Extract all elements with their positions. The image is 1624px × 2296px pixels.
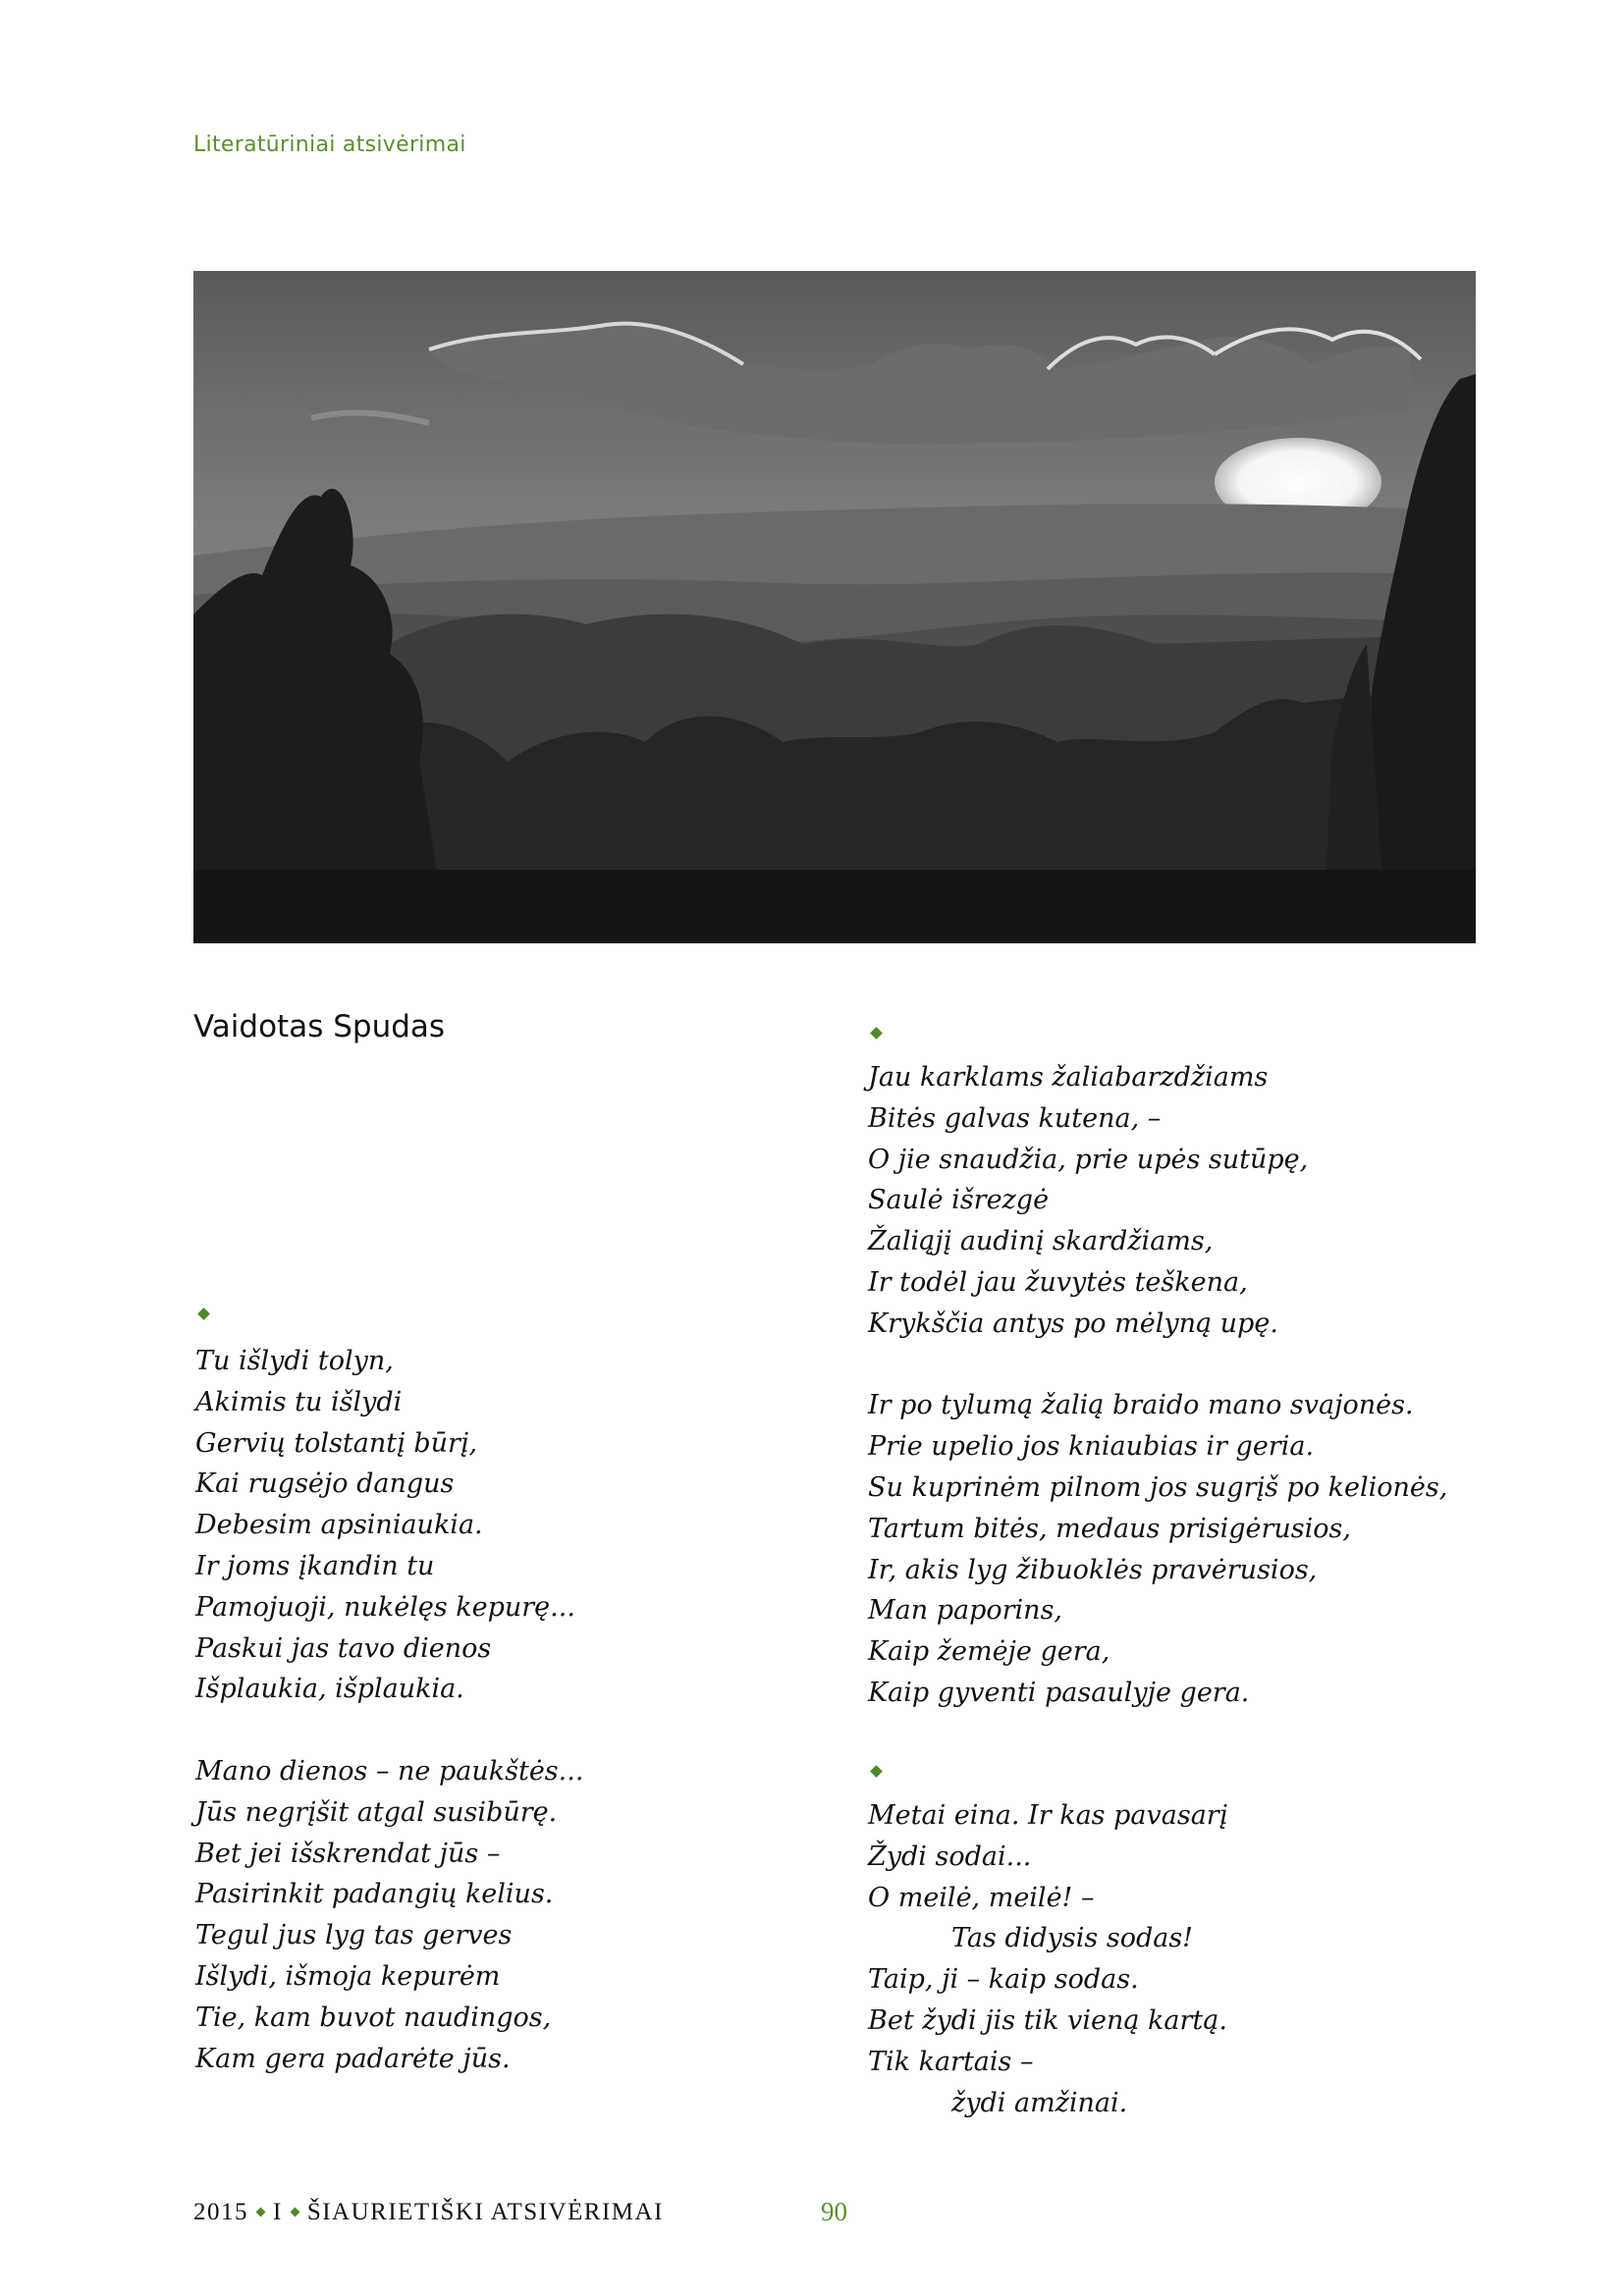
poem-line: Ir todėl jau žuvytės teškena, (868, 1266, 1248, 1298)
poem-line: Jau karklams žaliabarzdžiams (868, 1062, 1269, 1093)
poem-line: Išplaukia, išplaukia. (195, 1674, 464, 1705)
poem-line: O meilė, meilė! – (868, 1882, 1095, 1913)
poem-line: Tartum bitės, medaus prisigėrusios, (868, 1513, 1351, 1544)
poem-line: Tie, kam buvot naudingos, (195, 2002, 552, 2033)
page-footer (193, 2199, 664, 2226)
poem-line: Taip, ji – kaip sodas. (868, 1964, 1139, 1996)
diamond-ornament-icon (870, 1765, 883, 1778)
poem-line: Tegul jus lyg tas gerves (195, 1920, 513, 1951)
poem-line: Gervių tolstantį būrį, (195, 1427, 478, 1459)
author-name: Vaidotas Spudas (193, 1009, 446, 1044)
poem-line: Krykščia antys po mėlyną upę. (868, 1308, 1278, 1339)
diamond-ornament-icon (197, 1308, 210, 1320)
poem-line: Su kuprinėm pilnom jos sugrįš po kelionės, (868, 1471, 1448, 1503)
poem-left (195, 1341, 583, 2079)
poem-right-1 (868, 1057, 1447, 1714)
landscape-photo (193, 271, 1476, 943)
poem-line: Kaip gyventi pasaulyje gera. (868, 1677, 1250, 1708)
poem-line: Bitės galvas kutena, – (868, 1102, 1162, 1134)
section-title: Literatūriniai atsivėrimai (193, 133, 466, 157)
poem-line: Kai rugsėjo dangus (195, 1468, 455, 1500)
poem-line: Akimis tu išlydi (195, 1386, 403, 1417)
footer-issue: I (273, 2199, 283, 2225)
poem-line: Debesim apsiniaukia. (195, 1510, 483, 1541)
poem-line: Tas didysis sodas! (951, 1923, 1194, 1954)
diamond-ornament-icon (256, 2208, 266, 2217)
poem-line: Man paporins, (868, 1595, 1063, 1627)
poem-line: Paskui jas tavo dienos (195, 1632, 492, 1664)
diamond-ornament-icon (290, 2208, 299, 2217)
poem-line: Ir, akis lyg žibuoklės pravėrusios, (868, 1554, 1318, 1585)
poem-line: Ir po tylumą žalią braido mano svajonės. (868, 1390, 1414, 1421)
poem-line: Žydi sodai... (868, 1841, 1032, 1872)
poem-line: Ir joms įkandin tu (195, 1550, 435, 1581)
poem-line: Pasirinkit padangių kelius. (195, 1879, 554, 1910)
poem-line: Kam gera padarėte jūs. (195, 2043, 511, 2074)
poem-line: Tu išlydi tolyn, (195, 1346, 394, 1376)
page-number: 90 (821, 2197, 847, 2226)
poem-line: Kaip žemėje gera, (868, 1636, 1110, 1668)
poem-line: Prie upelio jos kniaubias ir geria. (868, 1431, 1315, 1463)
footer-journal: ŠIAURIETIŠKI ATSIVĖRIMAI (306, 2199, 664, 2225)
poem-line: Išlydi, išmoja kepurėm (195, 1960, 501, 1992)
poem-line: Pamojuoji, nukėlęs kepurę... (195, 1591, 575, 1623)
poem-line: Saulė išrezgė (868, 1185, 1050, 1216)
poem-line: O jie snaudžia, prie upės sutūpę, (868, 1144, 1309, 1175)
poem-line: Mano dienos – ne paukštės... (195, 1755, 584, 1787)
poem-line: žydi amžinai. (951, 2087, 1128, 2118)
poem-line: Tik kartais – (868, 2046, 1034, 2077)
poem-right-2 (868, 1795, 1227, 2123)
poem-line: Bet žydi jis tik vieną kartą. (868, 2004, 1227, 2036)
diamond-ornament-icon (870, 1027, 883, 1040)
poem-line: Jūs negrįšit atgal susibūrę. (195, 1796, 558, 1828)
poem-line: Metai eina. Ir kas pavasarį (868, 1800, 1228, 1831)
footer-year: 2015 (193, 2199, 248, 2225)
poem-line: Bet jei išskrendat jūs – (195, 1838, 501, 1869)
sunset-forest-image (193, 271, 1476, 943)
poem-line: Žaliąjį audinį skardžiams, (868, 1226, 1214, 1257)
